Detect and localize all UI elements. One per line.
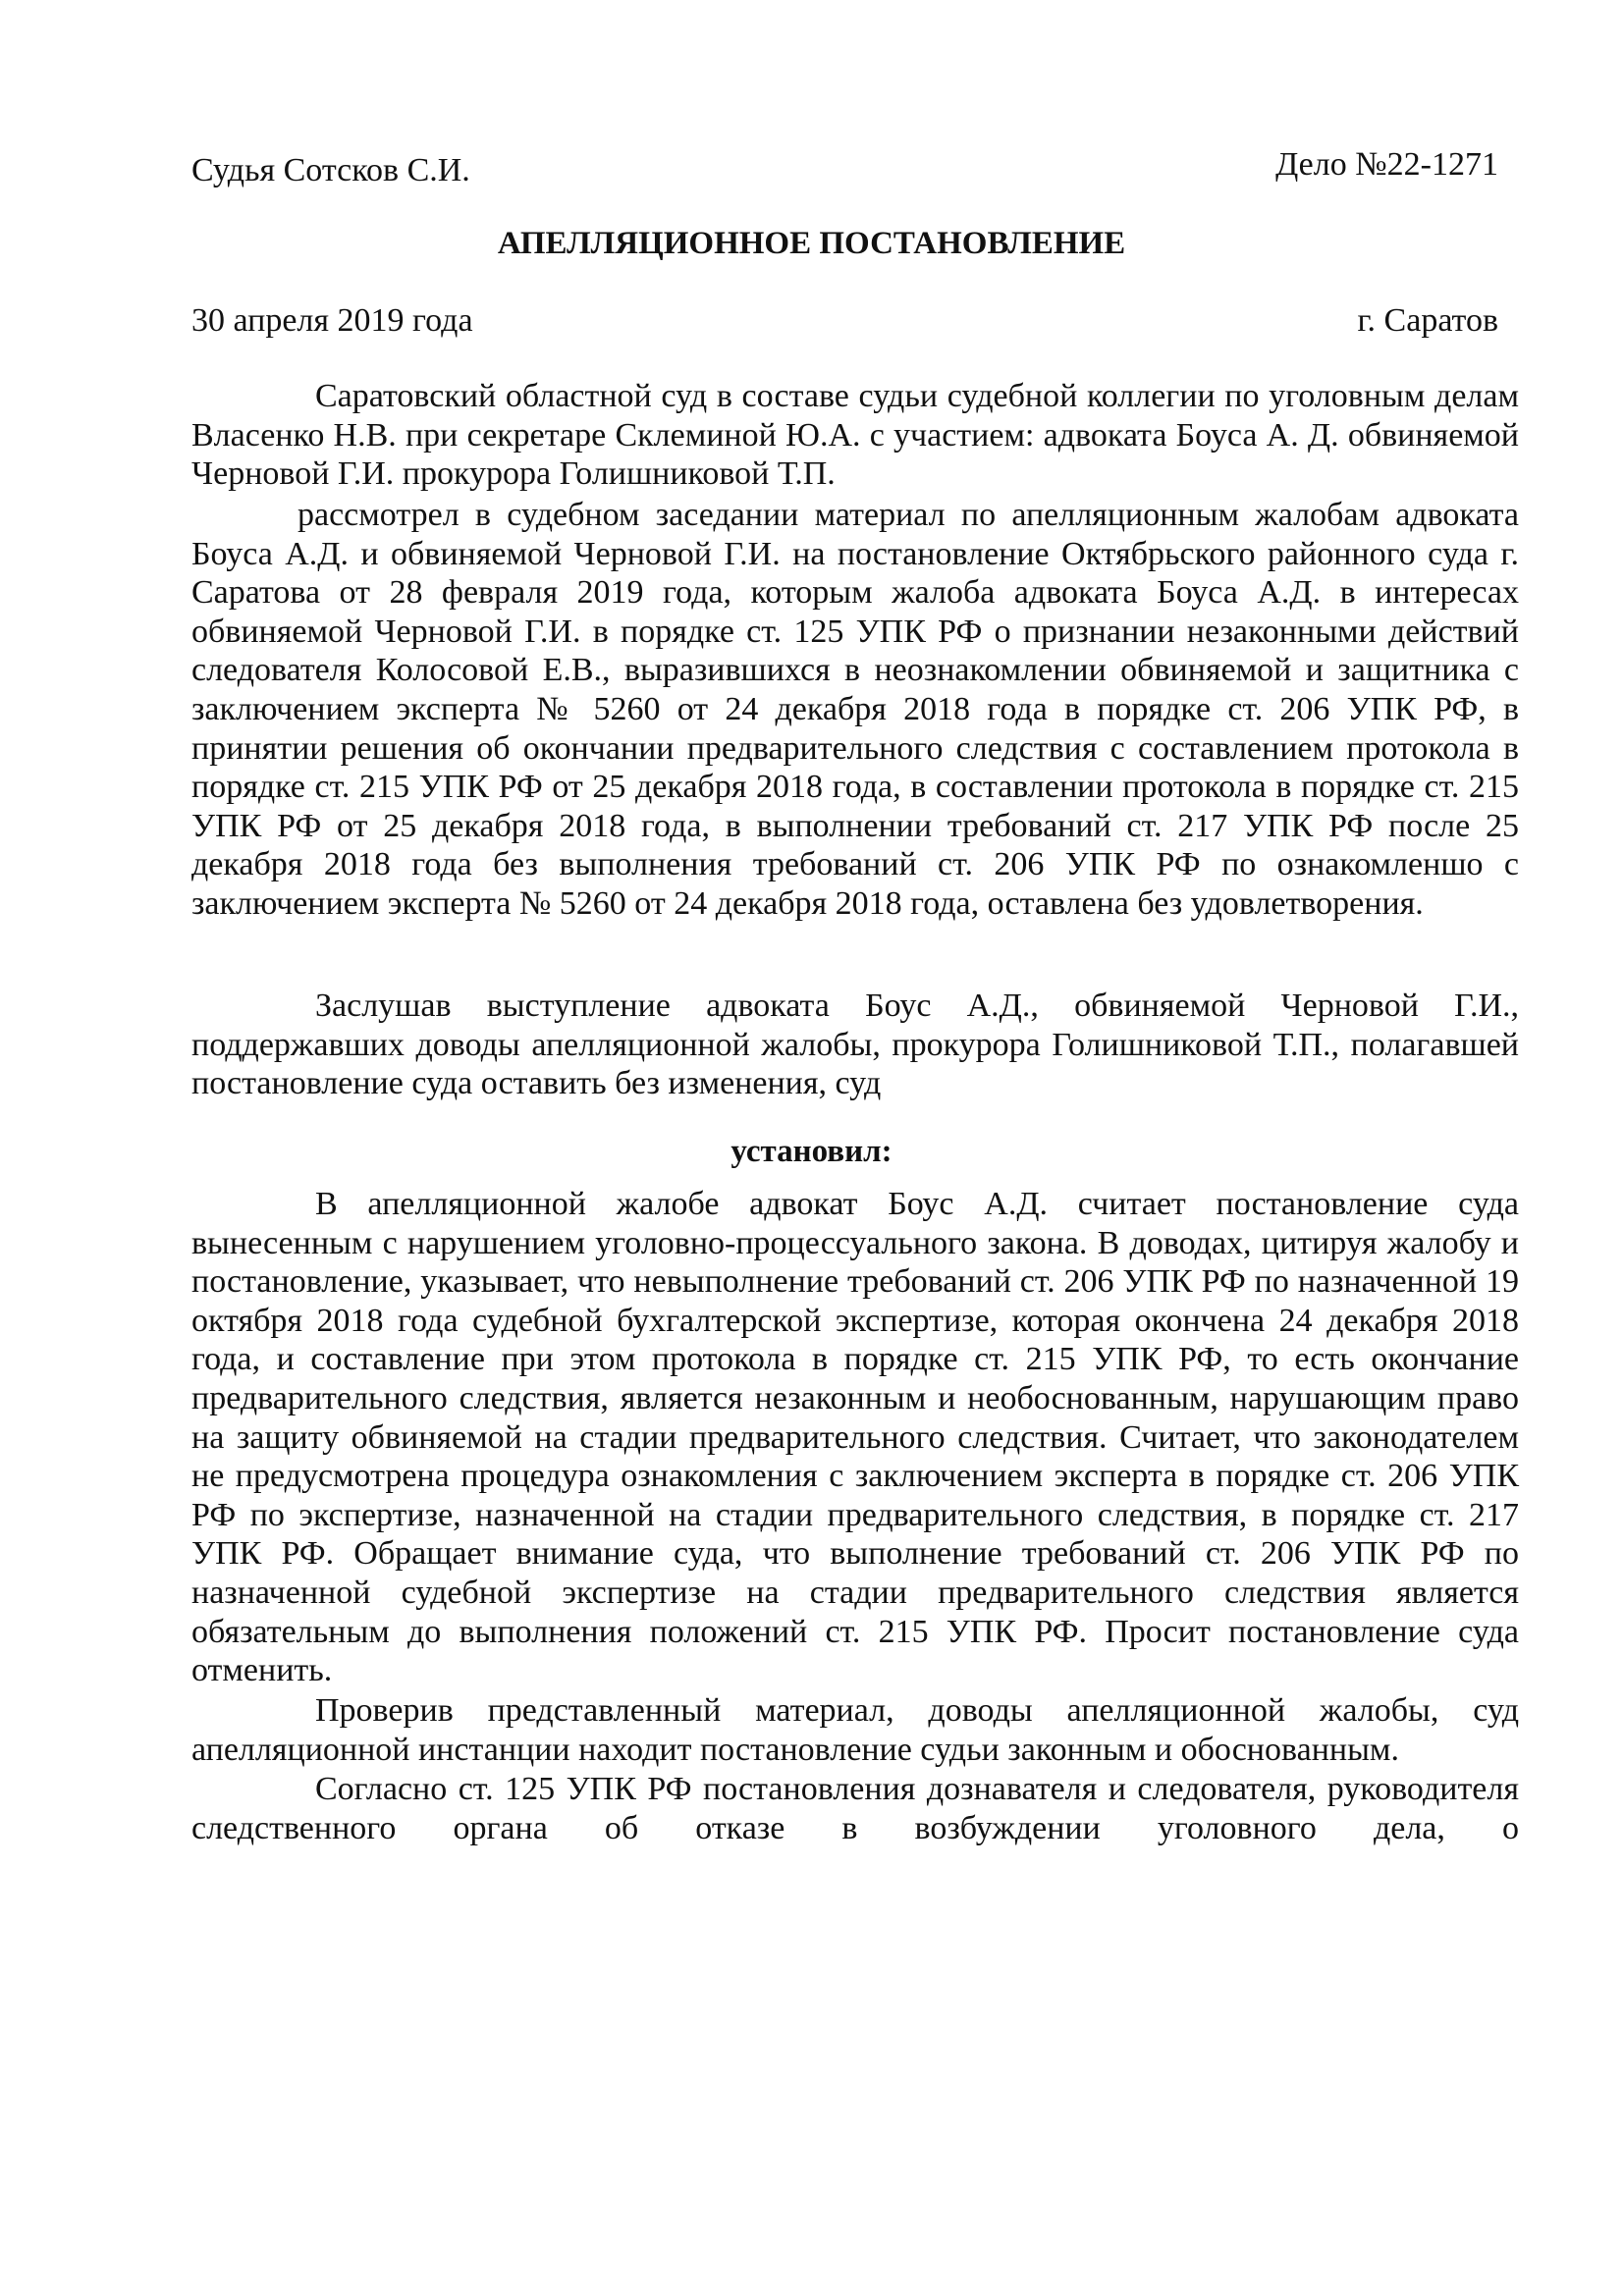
paragraph-verification: Проверив представленный материал, доводы апелляционной жалобы, суд апелляционной инстанции находит постановление судьи законным и обоснованным. xyxy=(191,1692,1519,1768)
paragraph-court-composition: Саратовский областной суд в составе судьи судебной коллегии по уголовным делам Власенко Н.В. при секретаре Склеминой Ю.А. с участием: адвоката Боуса А. Д. обвиняемой Черновой Г.И. прокурора Голишниковой Т.П. xyxy=(191,378,1519,493)
paragraph-heard: Заслушав выступление адвоката Боус А.Д., обвиняемой Черновой Г.И., поддержавших доводы апелляционной жалобы, прокурора Голишниковой Т.П., полагавшей постановление суда оставить без изменения, суд xyxy=(191,988,1519,1102)
case-number: Дело №22-1271 xyxy=(1275,146,1498,183)
document-city: г. Саратов xyxy=(1357,302,1498,339)
paragraph-appeal-arguments: В апелляционной жалобе адвокат Боус А.Д. считает постановление суда вынесенным с нарушением уголовно-процессуального закона. В доводах, цитируя жалобу и постановление, указывает, что невыполнение требований ст. 206 УПК РФ по назначенной 19 октября 2018 года судебной бухгалтерской экспертизе, которая окончена 24 декабря 2018 года, и составление при этом протокола в порядке ст. 215 УПК РФ, то есть окончание предварительного следствия, является незаконным и необоснованным, нарушающим право на защиту обвиняемой на стадии предварительного следствия. Считает, что законодателем не предусмотрена процедура ознакомления с заключением эксперта в порядке ст. 206 УПК РФ по экспертизе, назначенной на стадии предварительного следствия, в порядке ст. 217 УПК РФ. Обращает внимание суда, что выполнение требований ст. 206 УПК РФ по назначенной судебной экспертизе на стадии предварительного следствия является обязательным до выполнения положений ст. 215 УПК РФ. Просит постановление суда отменить. xyxy=(191,1186,1519,1689)
section-heading-established: установил: xyxy=(730,1134,893,1169)
paragraph-according: Согласно ст. 125 УПК РФ постановления дознавателя и следователя, руководителя следственного органа об отказе в возбуждении уголовного дела, о xyxy=(191,1771,1519,1846)
paragraph-considered: рассмотрел в судебном заседании материал по апелляционным жалобам адвоката Боуса А.Д. и обвиняемой Черновой Г.И. на постановление Октябрьского районного суда г. Саратова от 28 февраля 2019 года, которым жалоба адвоката Боуса А.Д. в интересах обвиняемой Черновой Г.И. в порядке ст. 125 УПК РФ о признании незаконными действий следователя Колосовой Е.В., выразившихся в неознакомлении обвиняемой и защитника с заключением эксперта № 5260 от 24 декабря 2018 года в порядке ст. 206 УПК РФ, в принятии решения об окончании предварительного следствия с составлением протокола в порядке ст. 215 УПК РФ от 25 декабря 2018 года, в составлении протокола в порядке ст. 215 УПК РФ от 25 декабря 2018 года, в выполнении требований ст. 217 УПК РФ после 25 декабря 2018 года без выполнения требований ст. 206 УПК РФ по ознакомленшо с заключением эксперта № 5260 от 24 декабря 2018 года, оставлена без удовлетворения. xyxy=(191,497,1519,922)
document-date: 30 апреля 2019 года xyxy=(191,302,473,339)
document-title: АПЕЛЛЯЦИОННОЕ ПОСТАНОВЛЕНИЕ xyxy=(497,226,1126,261)
judge-name: Судья Сотсков С.И. xyxy=(191,152,470,188)
